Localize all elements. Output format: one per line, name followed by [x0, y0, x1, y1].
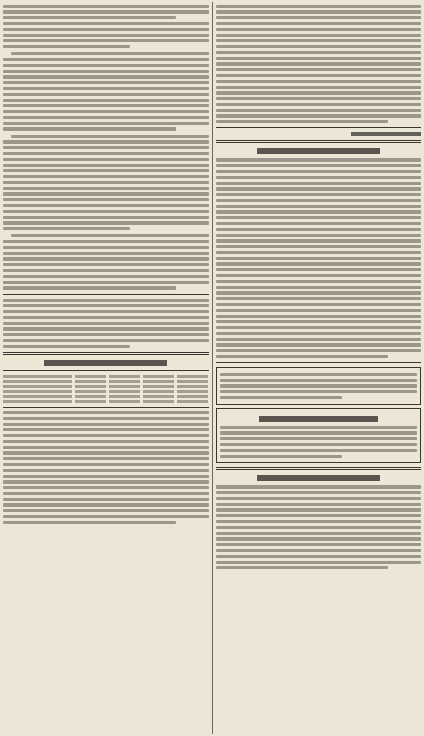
section-heading	[44, 360, 167, 366]
text-block	[3, 5, 209, 49]
separator	[3, 352, 209, 355]
separator	[216, 127, 422, 128]
separator	[216, 467, 422, 470]
notice-box	[216, 408, 422, 464]
text-block	[216, 485, 422, 569]
text-block	[3, 52, 209, 130]
text-block	[3, 411, 209, 524]
separator	[3, 294, 209, 295]
signature-line	[351, 132, 421, 136]
right-column	[213, 2, 422, 734]
text-block	[3, 299, 209, 348]
text-block	[3, 135, 209, 231]
notice-box	[216, 367, 422, 405]
separator	[216, 362, 422, 363]
text-block	[216, 158, 422, 358]
section-heading	[257, 148, 380, 154]
price-table	[3, 370, 209, 408]
text-block	[3, 234, 209, 289]
separator	[216, 140, 422, 143]
text-block	[216, 5, 422, 124]
left-column	[3, 2, 213, 734]
section-heading	[257, 475, 380, 481]
